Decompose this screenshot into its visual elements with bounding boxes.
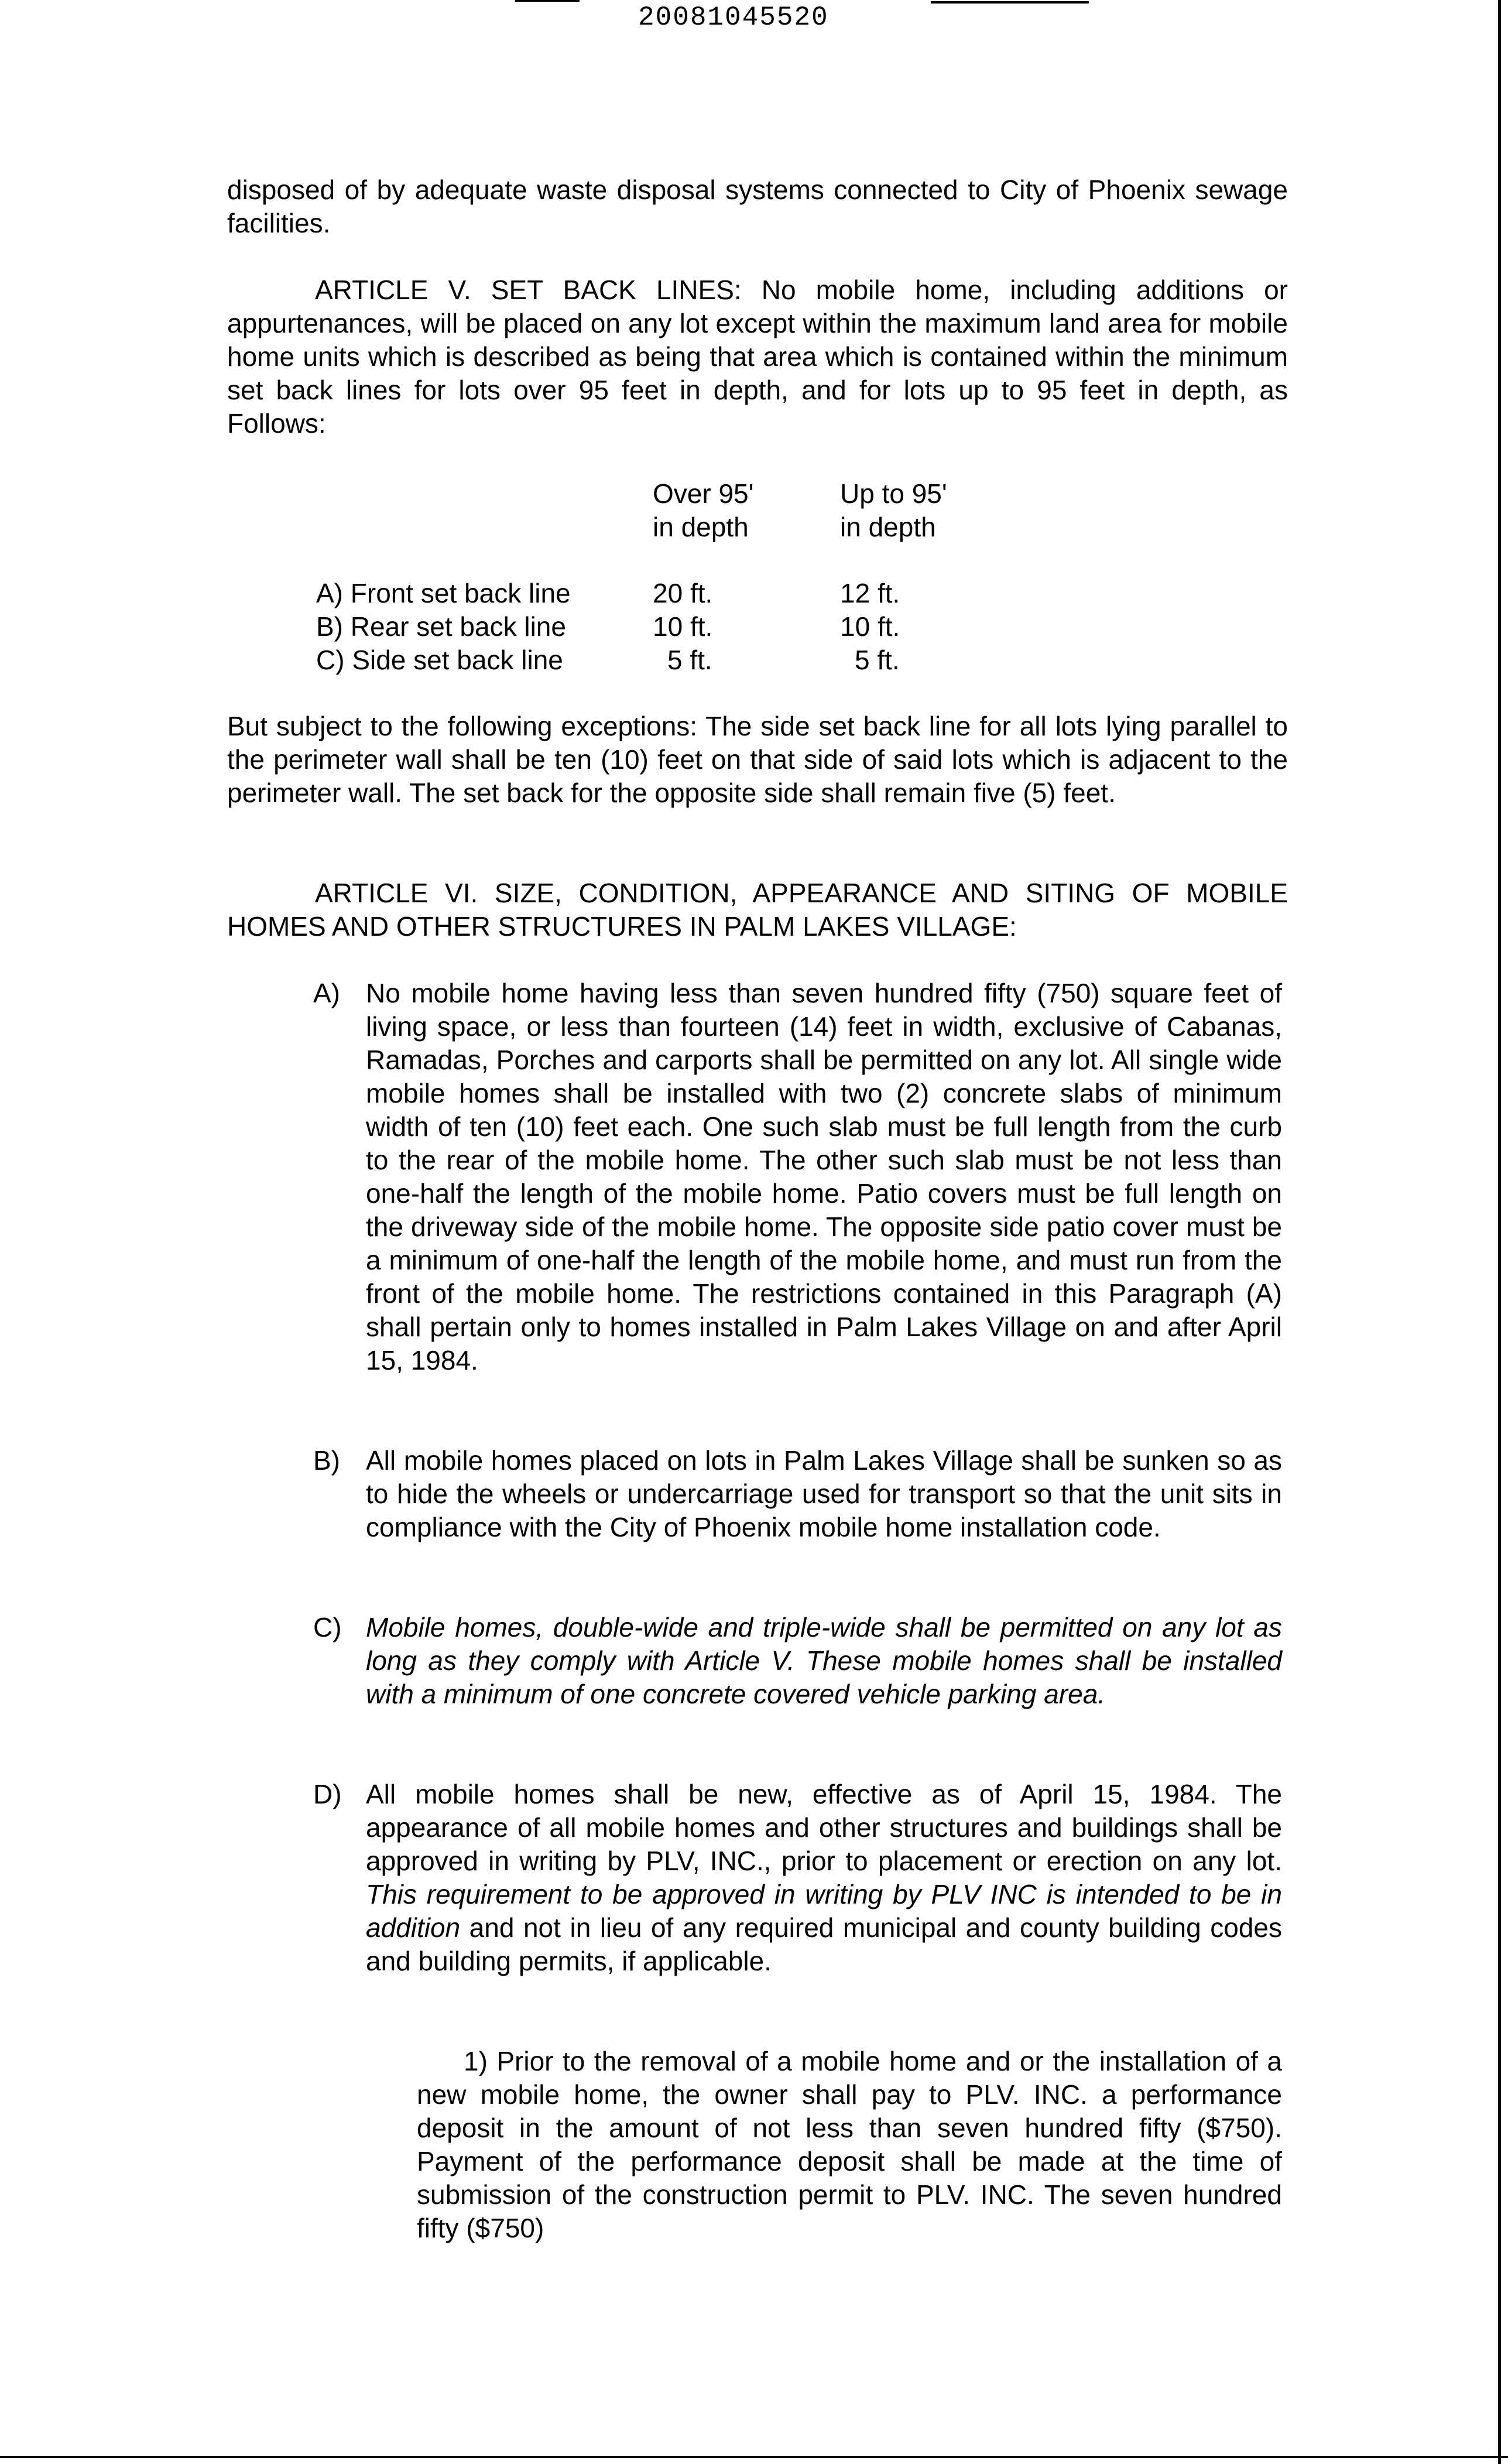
row-up-value: 12 ft. bbox=[840, 578, 900, 608]
item-text: All mobile homes placed on lots in Palm Lakes Village shall be sunken so as to hide the wheels or undercarriage used for transport so that the unit sits in compliance with the City of Phoenix mobile home installation code. bbox=[366, 1445, 1282, 1542]
article-vi-item-d bbox=[313, 1778, 1282, 1978]
article-v-paragraph: ARTICLE V. SET BACK LINES: No mobile home, including additions or appurtenances, will be placed on any lot except within the maximum land area for mobile home units which is described as being that area which is contained within the minimum set back lines for lots over 95 feet in depth, and for lots up to 95 feet in depth, as Follows: bbox=[227, 275, 1288, 439]
row-label: C) Side set back line bbox=[316, 645, 563, 675]
item-text-part2: and not in lieu of any required municipal and county building codes and building permits, if applicable. bbox=[366, 1912, 1282, 1976]
document-number: 20081045520 bbox=[638, 2, 829, 33]
row-up-value: 5 ft. bbox=[855, 645, 900, 675]
item-letter: D) bbox=[313, 1779, 342, 1809]
col-header-over-line1: Over 95' bbox=[653, 478, 754, 509]
item-text: No mobile home having less than seven hundred fifty (750) square feet of living space, or less than fourteen (14) feet in width, exclusive of Cabanas, Ramadas, Porches and carports shall be permitted on any lot. All single wide mobile homes shall be installed with two (2) concrete slabs of minimum width of ten (10) feet each. One such slab must be full length from the curb to the rear of the mobile home. The other such slab must be not less than one-half the length of the mobile home. Patio covers must be full length on the driveway side of the mobile home. The opposite side patio cover must be a minimum of one-half the length of the mobile home, and must run from the front of the mobile home. The restrictions contained in this Paragraph (A) shall pertain only to homes installed in Palm Lakes Village on and after April 15, 1984. bbox=[366, 978, 1282, 1375]
col-header-over-line2: in depth bbox=[653, 512, 749, 542]
top-rule-left bbox=[515, 0, 580, 2]
row-label: A) Front set back line bbox=[316, 578, 571, 608]
row-up-value: 10 ft. bbox=[840, 611, 900, 642]
row-over-value: 10 ft. bbox=[653, 611, 713, 642]
article-vi-heading: ARTICLE VI. SIZE, CONDITION, APPEARANCE AND SITING OF MOBILE HOMES AND OTHER STRUCTURES IN PALM LAKES VILLAGE: bbox=[227, 878, 1288, 942]
item-text: Mobile homes, double-wide and triple-wide shall be permitted on any lot as long as they comply with Article V. These mobile homes shall be installed with a minimum of one concrete covered vehicle parking area. bbox=[366, 1612, 1282, 1709]
col-header-up-line2: in depth bbox=[840, 512, 936, 542]
item-letter: A) bbox=[313, 978, 340, 1008]
intro-paragraph: disposed of by adequate waste disposal systems connected to City of Phoenix sewage facilities. bbox=[227, 174, 1288, 238]
scan-right-border bbox=[1498, 0, 1501, 2464]
article-vi-item-c bbox=[313, 1611, 1282, 1711]
scan-bottom-border bbox=[0, 2456, 1508, 2458]
row-label: B) Rear set back line bbox=[316, 611, 566, 642]
item-text-part1: All mobile homes shall be new, effective as of April 15, 1984. The appearance of all mobile homes and other structures and buildings shall be approved in writing by PLV, INC., prior to placement or erection on any lot. bbox=[366, 1779, 1282, 1876]
item-text-italic: This requirement to be approved in writing by PLV INC is intended to be in addition bbox=[366, 1879, 1282, 1943]
top-rule-right bbox=[931, 1, 1089, 4]
exceptions-paragraph: But subject to the following exceptions: The side set back line for all lots lying parallel to the perimeter wall shall be ten (10) feet on that side of said lots which is adjacent to the perimeter wall. The set back for the opposite side shall remain five (5) feet. bbox=[227, 711, 1288, 808]
item-letter: B) bbox=[313, 1445, 340, 1476]
item-letter: C) bbox=[313, 1612, 342, 1642]
article-vi-item-b bbox=[313, 1444, 1282, 1544]
row-over-value: 20 ft. bbox=[653, 578, 713, 608]
article-vi-item-a bbox=[313, 977, 1282, 1377]
row-over-value: 5 ft. bbox=[667, 645, 712, 675]
article-vi-subitem-1: 1) Prior to the removal of a mobile home and or the installation of a new mobile home, the owner shall pay to PLV. INC. a performance deposit in the amount of not less than seven hundred fifty ($750). Payment of the performance deposit shall be made at the time of submission of the construction permit to PLV. INC. The seven hundred fifty ($750) bbox=[417, 2046, 1282, 2243]
col-header-up-line1: Up to 95' bbox=[840, 478, 947, 509]
